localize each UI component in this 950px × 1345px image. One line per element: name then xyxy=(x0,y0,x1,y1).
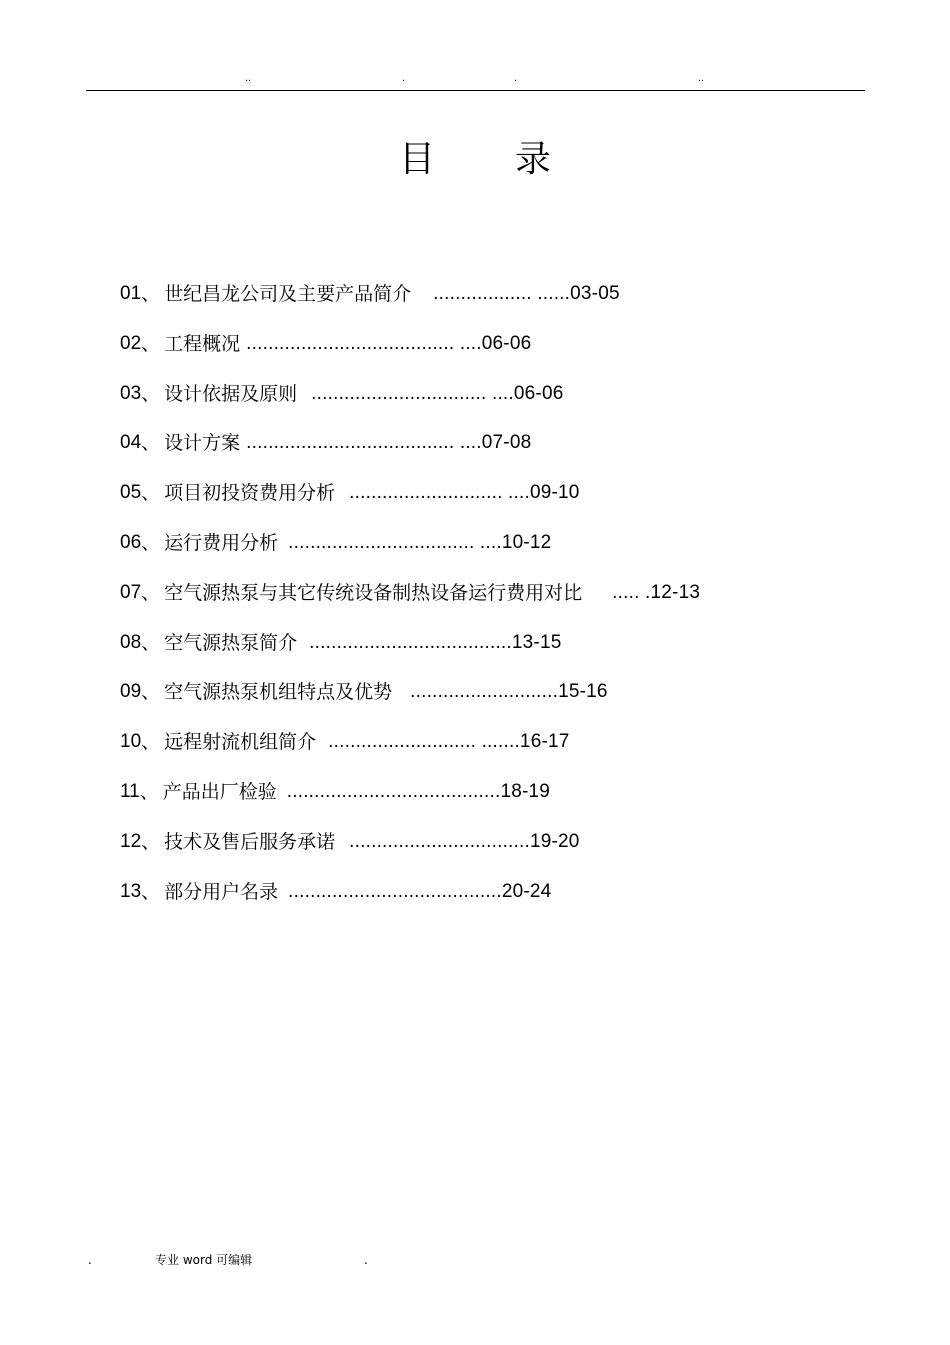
toc-entry[interactable] xyxy=(120,529,880,579)
header-dot: .. xyxy=(245,72,252,84)
footer-dot-left: . xyxy=(88,1253,92,1267)
toc-entry[interactable] xyxy=(120,429,880,479)
toc-number: 07 xyxy=(120,581,142,603)
toc-separator: 、 xyxy=(141,880,161,903)
toc-number: 06 xyxy=(120,531,142,553)
toc-entry[interactable] xyxy=(120,579,880,629)
toc-title: 部分用户名录 xyxy=(164,880,279,903)
toc-entry[interactable] xyxy=(120,828,880,878)
toc-entry[interactable] xyxy=(120,629,880,679)
footer-dot-right: . xyxy=(364,1253,368,1267)
toc-entry[interactable] xyxy=(120,330,880,380)
toc-number: 05 xyxy=(120,482,142,504)
toc-separator: 、 xyxy=(141,830,161,853)
toc-title: 工程概况 xyxy=(164,332,241,355)
toc-separator: 、 xyxy=(141,681,161,704)
header-dot: .. xyxy=(698,72,705,84)
header-dot: . xyxy=(402,72,406,84)
toc-separator: 、 xyxy=(141,631,161,654)
toc-separator: 、 xyxy=(139,780,159,803)
toc-entry[interactable] xyxy=(120,728,880,778)
toc-number: 01 xyxy=(120,283,142,304)
toc-separator: 、 xyxy=(141,382,161,405)
toc-number: 13 xyxy=(120,880,142,902)
toc-separator: 、 xyxy=(141,531,161,554)
toc-title: 空气源热泵机组特点及优势 xyxy=(164,681,393,704)
toc-leader: ..... .12-13 xyxy=(612,581,701,603)
toc-number: 09 xyxy=(120,681,142,703)
toc-leader: ...........................15-16 xyxy=(410,681,608,703)
toc-number: 11 xyxy=(120,780,140,802)
toc-separator: 、 xyxy=(141,731,161,754)
toc-leader: ................................ ....06-06 xyxy=(311,382,564,404)
toc-entry[interactable] xyxy=(120,280,880,330)
toc-leader: .................................19-20 xyxy=(349,830,580,852)
footer-label: 专业 word 可编辑 xyxy=(155,1253,253,1267)
toc-entry[interactable] xyxy=(120,678,880,728)
toc-title: 产品出厂检验 xyxy=(162,780,277,803)
toc-entry[interactable] xyxy=(120,479,880,529)
toc-number: 03 xyxy=(120,382,142,404)
header-rule xyxy=(86,90,865,91)
toc-leader: .......................................20-24 xyxy=(288,880,552,902)
toc-leader: .....................................13-15 xyxy=(309,631,562,653)
toc-number: 10 xyxy=(120,731,142,753)
toc-title: 空气源热泵简介 xyxy=(164,631,298,654)
toc-separator: 、 xyxy=(141,482,161,505)
header-dot: . xyxy=(514,72,518,84)
toc-number: 08 xyxy=(120,631,142,653)
toc-number: 04 xyxy=(120,432,142,454)
toc-separator: 、 xyxy=(141,332,161,355)
page-header xyxy=(0,70,950,86)
toc-title: 世纪昌龙公司及主要产品简介 xyxy=(164,283,412,305)
toc-leader: ............................ ....09-10 xyxy=(349,482,580,504)
toc-title: 设计方案 xyxy=(164,432,241,455)
toc-entry[interactable] xyxy=(120,778,880,828)
toc-title: 设计依据及原则 xyxy=(164,382,298,405)
toc-separator: 、 xyxy=(141,283,161,305)
toc-number: 02 xyxy=(120,332,142,354)
page-footer xyxy=(0,1250,950,1270)
toc-leader: .................. ......03-05 xyxy=(433,283,620,304)
toc-separator: 、 xyxy=(141,432,161,455)
toc-title: 远程射流机组简介 xyxy=(164,731,317,754)
toc-separator: 、 xyxy=(141,581,161,604)
toc-entry[interactable] xyxy=(120,380,880,430)
toc-leader: .......................................18-19 xyxy=(286,780,551,802)
toc-leader: ...................................... ....06-06 xyxy=(246,332,532,354)
toc-number: 12 xyxy=(120,830,142,852)
toc-leader: ........................... .......16-17 xyxy=(328,731,570,753)
toc-title: 项目初投资费用分析 xyxy=(164,482,336,505)
table-of-contents xyxy=(120,280,880,927)
toc-title: 空气源热泵与其它传统设备制热设备运行费用对比 xyxy=(164,581,583,604)
toc-leader: .................................. ....10-12 xyxy=(288,531,552,553)
toc-leader: ...................................... ....07-08 xyxy=(246,432,532,454)
page-title: 目录 xyxy=(398,139,631,180)
toc-title: 运行费用分析 xyxy=(164,531,279,554)
toc-entry[interactable] xyxy=(120,878,880,928)
toc-title: 技术及售后服务承诺 xyxy=(164,830,336,853)
